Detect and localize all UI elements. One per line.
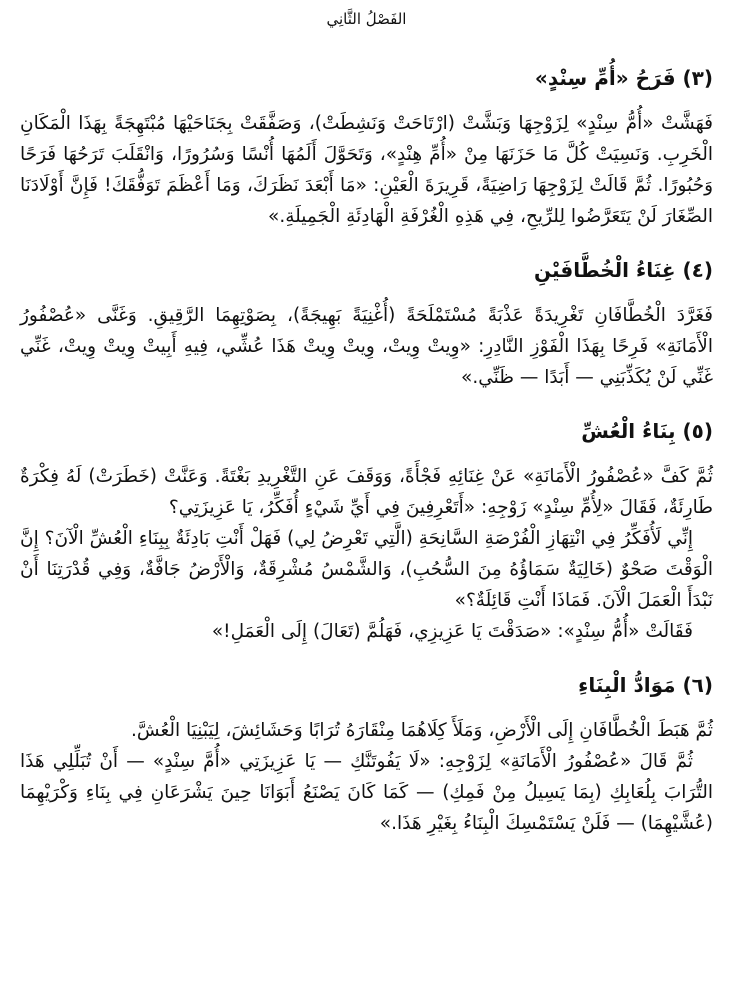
section-5-paragraph-1: ثُمَّ كَفَّ «عُصْفُورُ الْأَمَانَةِ» عَنْ غِنَائِهِ فَجْأَةً، وَوَقَفَ عَنِ التَّغْرِيدِ بَغْتَةً. وَعَنَّتْ (خَطَرَتْ) لَهُ فِكْرَةٌ طَارِئَةٌ، فَقَالَ «لِأُمِّ سِنْدٍ» زَوْجِهِ: «أَتَعْرِفِينَ فِي أَيِّ شَيْءٍ أُفَكِّرُ، يَا عَزِيزَتِي؟ <box>20 466 713 518</box>
section-3-title: (٣) فَرَحُ «أُمِّ سِنْدٍ» <box>534 66 713 90</box>
section-4-paragraph-1: فَغَرَّدَ الْخُطَّافَانِ تَغْرِيدَةً عَذْبَةً مُسْتَمْلَحَةً (أُغْنِيَةً بَهِيجَةً)، بِصَوْتِهِمَا الرَّقِيقِ. وَغَنَّى «عُصْفُورُ الْأَمَانَةِ» فَرِحًا بِهَذَا الْفَوْزِ النَّادِرِ: «وِيتْ وِيتْ، وِيتْ وِيتْ هَذَا عُشِّي، فِيهِ أَبِيتْ وِيتْ وِيتْ، غَنِّي غَنِّي لَنْ يُكَذِّبَنِي — أَبَدًا — ظَنِّي.» <box>20 305 713 388</box>
section-6-title: (٦) مَوَادُّ الْبِنَاءِ <box>578 673 713 697</box>
section-6-paragraph-2: ثُمَّ قَالَ «عُصْفُورُ الْأَمَانَةِ» لِزَوْجِهِ: «لَا يَفُوتَنَّكِ — يَا عَزِيزَتِي «أُمَّ سِنْدٍ» — أَنْ تُبَلِّلِي هَذَا التُّرَابَ بِلُعَابِكِ (بِمَا يَسِيلُ مِنْ فَمِكِ) — كَمَا كَانَ يَصْنَعُ أَبَوَانَا حِينَ يَشْرَعَانِ فِي بِنَاءِ وَكْرَيْهِمَا (عُشَّيْهِمَا) — فَلَنْ يَسْتَمْسِكَ الْبِنَاءُ بِغَيْرِ هَذَا.» <box>20 751 713 834</box>
section-3 <box>20 64 713 232</box>
section-5-paragraph-2: إِنِّي لَأُفَكِّرُ فِي انْتِهَازِ الْفُرْصَةِ السَّانِحَةِ (الَّتِي تَعْرِضُ لِي) فَهَلْ أَنْتِ بَادِئَةٌ بِبِنَاءِ الْعُشِّ الْآنَ؟ إِنَّ الْوَقْتَ صَحْوٌ (خَالِيَةٌ سَمَاؤُهُ مِنَ السُّحُبِ)، وَالشَّمْسُ مُشْرِقَةٌ، وَالْأَرْضُ جَافَّةٌ، وَفِي قُدْرَتِنَا أَنْ نَبْدَأَ الْعَمَلَ الْآنَ. فَمَاذَا أَنْتِ قَائِلَةٌ؟» <box>20 528 713 611</box>
section-5-paragraph-3: فَقَالَتْ «أُمُّ سِنْدٍ»: «صَدَقْتَ يَا عَزِيزِي، فَهَلُمَّ (تَعَالَ) إِلَى الْعَمَلِ!» <box>211 621 693 642</box>
section-6 <box>20 671 713 839</box>
section-3-paragraph-1: فَهَشَّتْ «أُمُّ سِنْدٍ» لِزَوْجِهَا وَبَشَّتْ (ارْتَاحَتْ وَنَشِطَتْ)، وَصَفَّقَتْ بِجَنَاحَيْهَا مُبْتَهِجَةً بِهَذَا الْمَكَانِ الْخَرِبِ. وَنَسِيَتْ كُلَّ مَا حَزَنَهَا مِنْ «أُمِّ هِنْدٍ»، وَتَحَوَّلَ أَلَمُهَا أُنْسًا وَسُرُورًا، وَانْقَلَبَ تَرَحُهَا فَرَحًا وَحُبُورًا. ثُمَّ قَالَتْ لِزَوْجِهَا رَاضِيَةً، قَرِيرَةَ الْعَيْنِ: «مَا أَبْعَدَ نَظَرَكَ، وَمَا أَعْظَمَ تَوَفُّقَكَ! فَإِنَّ أَوْلَادَنَا الصِّغَارَ لَنْ يَتَعَرَّضُوا لِلرِّيحِ، فِي هَذِهِ الْغُرْفَةِ الْهَادِئَةِ الْجَمِيلَةِ.» <box>20 113 713 227</box>
section-4-title: (٤) غِنَاءُ الْخُطَّافَيْنِ <box>533 258 713 282</box>
section-6-paragraph-1: ثُمَّ هَبَطَ الْخُطَّافَانِ إِلَى الْأَرْضِ، وَمَلَأَ كِلَاهُمَا مِنْقَارَهُ تُرَابًا وَحَشَائِشَ، لِيَبْنِيَا الْعُشَّ. <box>130 720 713 741</box>
section-5 <box>20 417 713 647</box>
section-4 <box>20 256 713 393</box>
section-5-title: (٥) بِنَاءُ الْعُشِّ <box>581 419 713 443</box>
chapter-running-head: الفَصْلُ الثَّانِي <box>326 10 407 28</box>
